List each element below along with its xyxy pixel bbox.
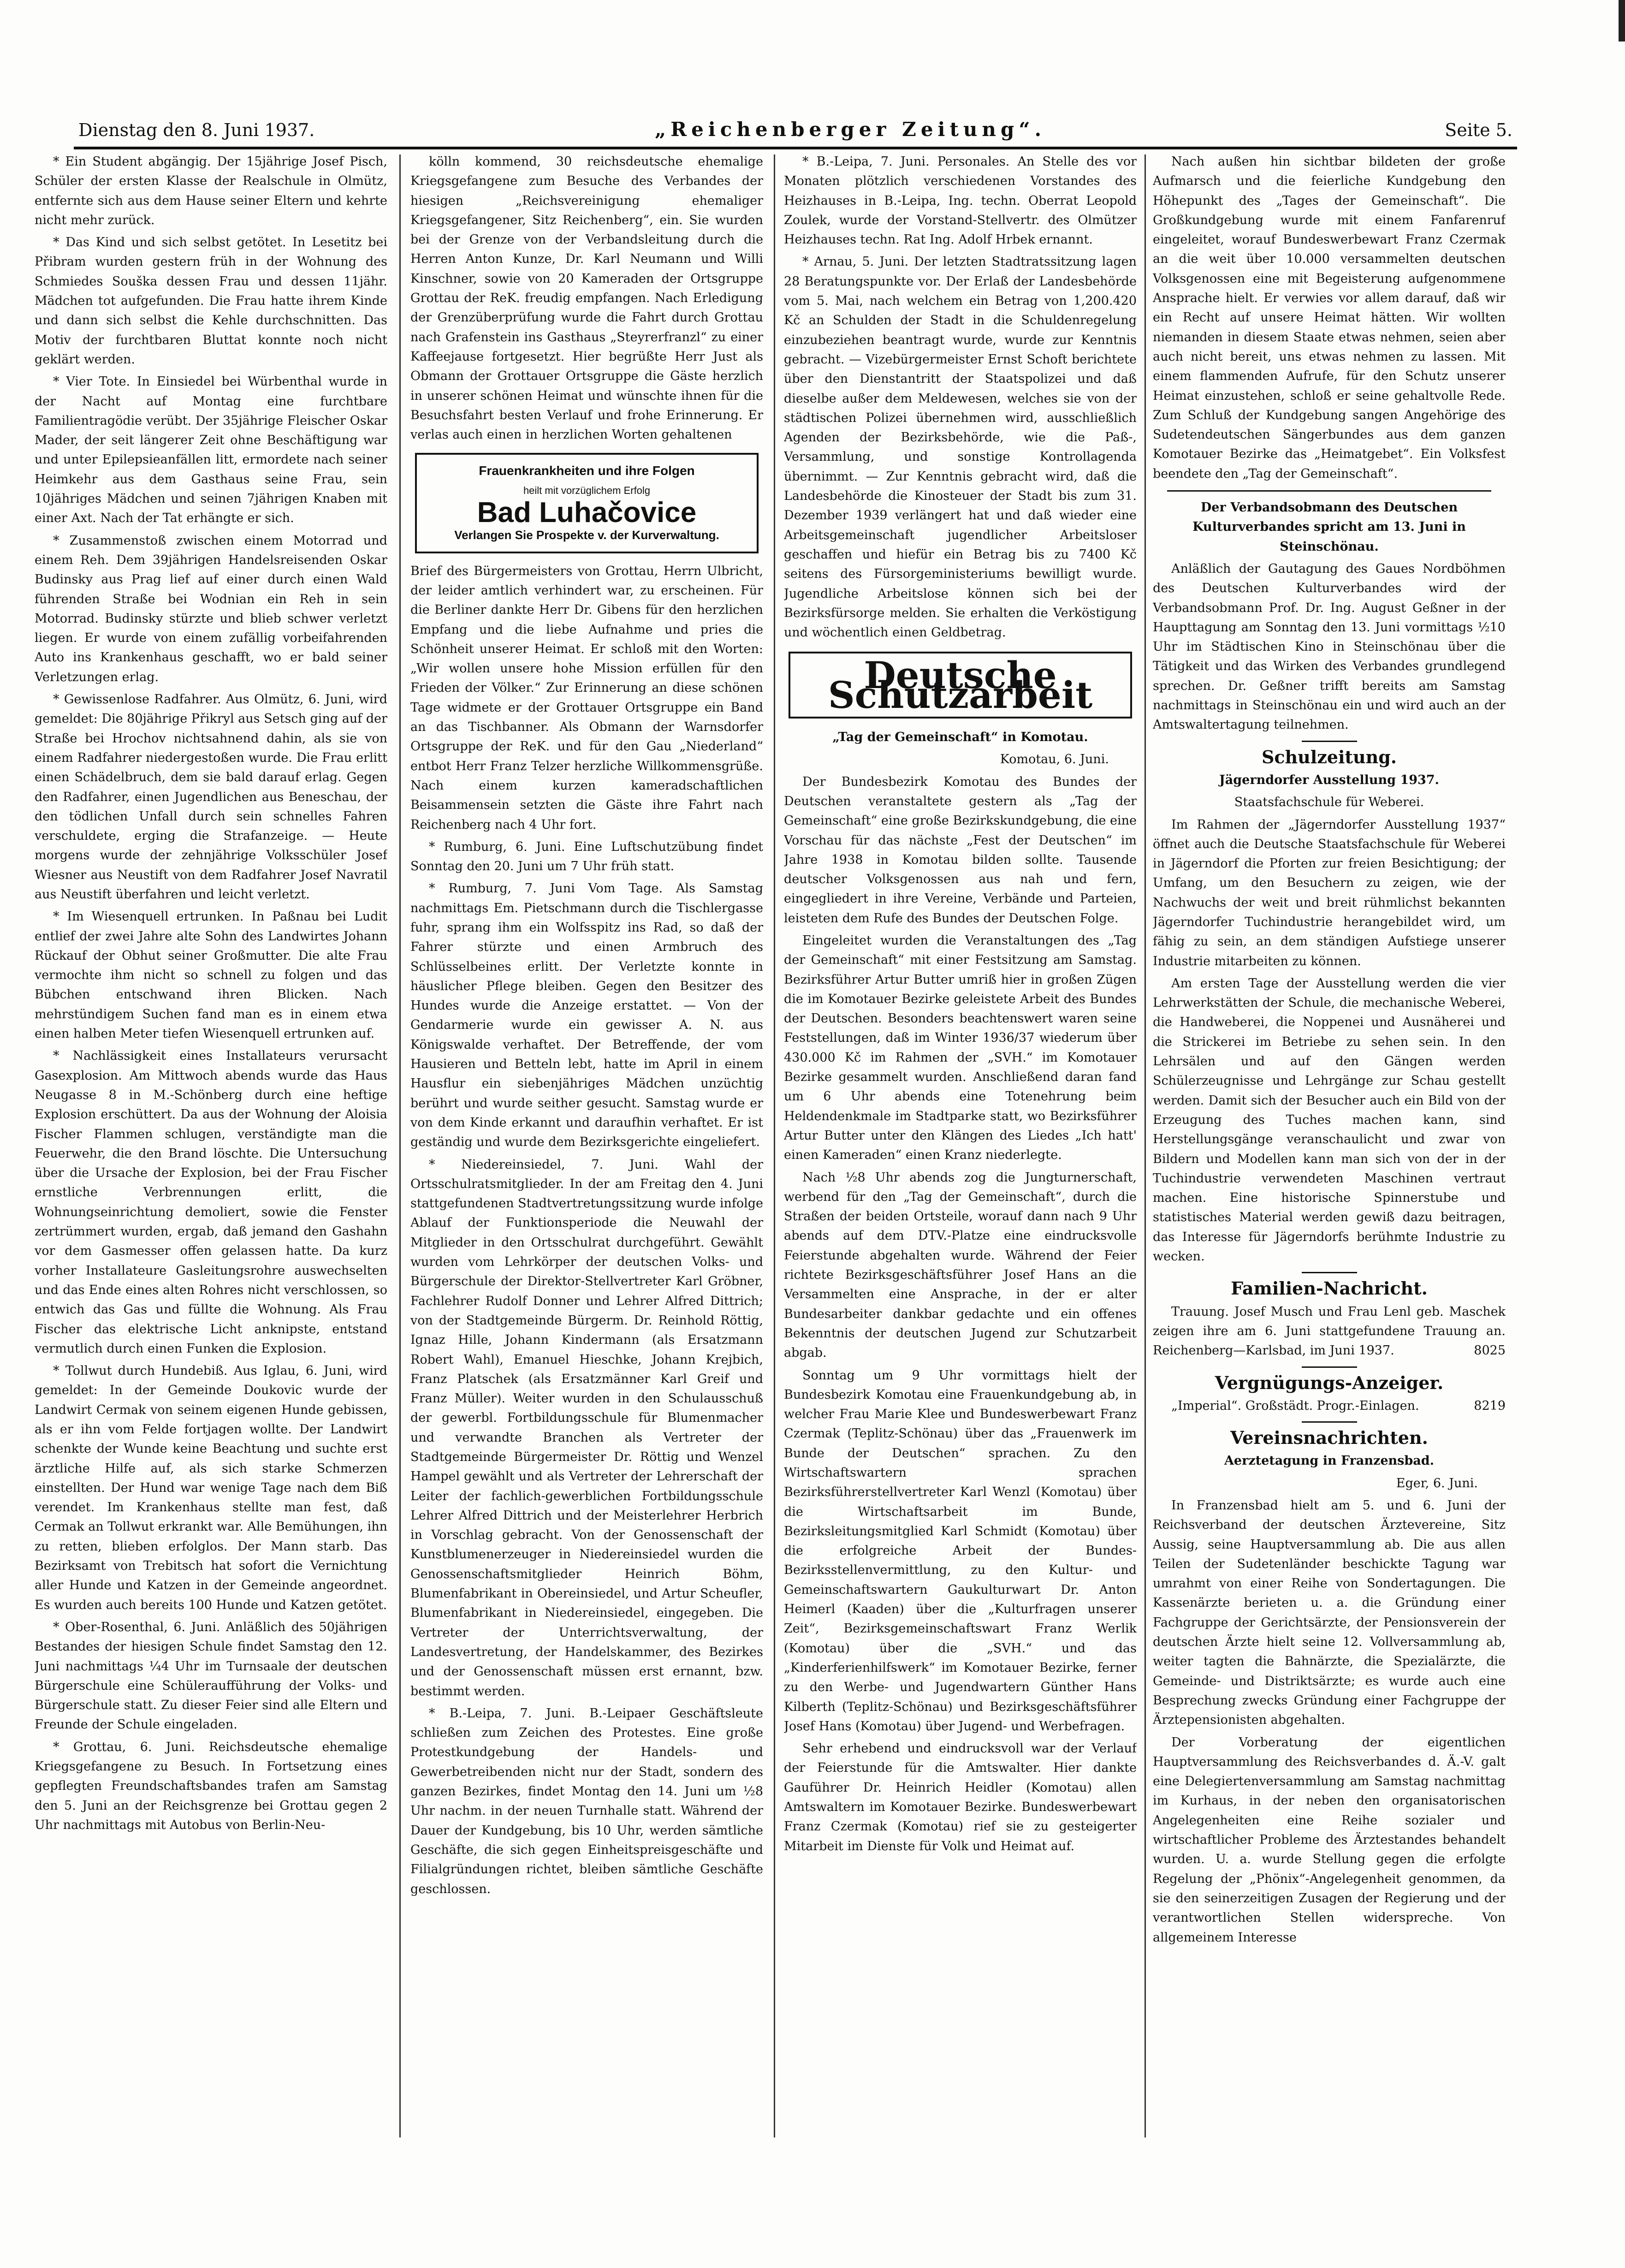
column-1: [35, 152, 387, 2135]
article-paragraph: Nach ½8 Uhr abends zog die Jungturnerschaft, werbend für den „Tag der Gemeinschaft“, durch die Straßen der beiden Ortsteile, worauf dann nach 9 Uhr abends auf dem DTV.-Platze eine eindrucksvolle Feierstunde abgehalten wurde. Während der Feier richtete Bezirksgeschäftsführer Josef Hans an die Versammelten eine Ansprache, in der er alter Bundesarbeiter dankbar gedachte und ein offenes Bekenntnis der deutschen Jugend zur Schutzarbeit abgab.: [784, 1170, 1137, 1360]
family-notice: [1153, 1302, 1506, 1361]
section-heading: Schulzeitung.: [1261, 746, 1397, 767]
article-paragraph: * Ober-Rosenthal, 6. Juni. Anläßlich des 50jährigen Bestandes der hiesigen Schule findet Samstag den 12. Juni nachmittags ¼4 Uhr im Turnsaale der deutschen Bürgerschule eine Schüleraufführung der Volks- und Bürgerschule statt. Zu dieser Feier sind alle Eltern und Freunde der Schule eingeladen.: [35, 1620, 387, 1732]
family-notice-text: Trauung. Josef Musch und Frau Lenl geb. Maschek zeigen ihre am 6. Juni stattgefundene Trauung an. Reichenberg—Karlsbad, im Juni 1937.: [1153, 1304, 1506, 1358]
article-headline: „Tag der Gemeinschaft“ in Komotau.: [832, 730, 1088, 745]
article-paragraph: * B.-Leipa, 7. Juni. B.-Leipaer Geschäftsleute schließen zum Zeichen des Protestes. Eine große Protestkundgebung der Handels- und Gewerbetreibenden nicht nur der Stadt, sondern des ganzen Bezirkes, findet Montag den 14. Juni um ½8 Uhr nachm. in der neuen Turnhalle statt. Während der Dauer der Kundgebung, bis 10 Uhr, werden sämtliche Geschäfte, die sich gegen Einheitspreisgeschäfte und Filialgründungen richtet, bleiben sämtliche Geschäfte geschlossen.: [410, 1706, 763, 1896]
article-paragraph: Im Rahmen der „Jägerndorfer Ausstellung 1937“ öffnet auch die Deutsche Staatsfachschule für Weberei in Jägerndorf die Pforten zur freien Besichtigung; der Umfang, um den Besuchern zu zeigen, wie der Nachwuchs der weit und breit rühmlichst bekannten Jägerndorfer Tuchindustrie herangebildet wird, um fähig zu sein, an dem ständigen Aufstiege unserer Industrie mitarbeiten zu können.: [1153, 817, 1506, 968]
column-2: [410, 152, 763, 2135]
article-paragraph: * Zusammenstoß zwischen einem Motorrad und einem Reh. Dem 39jährigen Handelsreisenden Oskar Budinsky aus Prag lief auf einer durch einen Wald führenden Straße bei Wodnian ein Reh in sein Motorrad. Budinsky stürzte und blieb schwer verletzt liegen. Er wurde von einem zufällig vorbeifahrenden Auto ins Krankenhaus geschafft, wo er bald seiner Verletzungen erlag.: [35, 533, 387, 684]
section-heading: Vereinsnachrichten.: [1230, 1427, 1428, 1449]
column-divider: [774, 154, 775, 2137]
column-4: [1153, 152, 1506, 2135]
article-paragraph: * Das Kind und sich selbst getötet. In Lesetitz bei Přibram wurden gestern früh in der Wohnung des Schmiedes Souška dessen Frau und dessen 11jähr. Mädchen tot aufgefunden. Die Frau hatte ihrem Kinde und dann sich selbst die Kehle durchschnitten. Das Motiv der furchtbaren Bluttat konnte noch nicht geklärt werden.: [35, 235, 387, 367]
article-paragraph: * Nachlässigkeit eines Installateurs verursacht Gasexplosion. Am Mittwoch abends wurde das Haus Neugasse 8 in M.-Schönberg durch eine heftige Explosion erschüttert. Da aus der Wohnung der Aloisia Fischer Flammen schlugen, verständigte man die Feuerwehr, die den Brand löschte. Die Untersuchung über die Ursache der Explosion, bei der Frau Fischer ernstliche Verbrennungen erlitt, die Wohnungseinrichtung demoliert, sowie die Fenster zertrümmert wurden, ergab, daß jemand den Gashahn vor dem Gasmesser offen gelassen hatte. Da kurz vorher Installateure Gasleitungsrohre auswechselten und das Ende eines alten Rohres nicht verschlossen, so entwich das Gas und füllte die Wohnung. Als Frau Fischer das elektrische Licht anknipste, entstand vermutlich durch einen Funken die Explosion.: [35, 1049, 387, 1356]
section-rule: [1302, 1366, 1357, 1368]
page-header: [78, 115, 1512, 148]
header-date: Dienstag den 8. Juni 1937.: [78, 120, 315, 140]
section-rule: [1167, 490, 1492, 492]
ad-line: Verlangen Sie Prospekte v. der Kurverwaltung.: [454, 528, 719, 542]
column-3: [784, 152, 1137, 2135]
article-paragraph: Anläßlich der Gautagung des Gaues Nordböhmen des Deutschen Kulturverbandes wird der Verbandsobmann Prof. Dr. Ing. August Geßner in der Haupttagung am Sonntag den 13. Juni vormittags ½10 Uhr im Städtischen Kino in Steinschönau über die Tätigkeit und das Wirken des Verbandes grundlegend sprechen. Dr. Geßner trifft bereits am Samstag nachmittags in Steinschönau ein und wird auch an der Amtswaltertagung teilnehmen.: [1153, 561, 1506, 732]
article-paragraph: Brief des Bürgermeisters von Grottau, Herrn Ulbricht, der leider amtlich verhindert war, zu erscheinen. Für die Berliner dankte Herr Dr. Gibens für den herzlichen Empfang und die liebe Aufnahme und pries die Schönheit unserer Heimat. Er schloß mit den Worten: „Wir wollen unsere hohe Mission erfüllen für den Frieden der Völker.“ Zur Erinnerung an diese schönen Tage widmete er der Grottauer Ortsgruppe ein Band an das Tischbanner. Als Obmann der Warnsdorfer Ortsgruppe der ReK. und für den Gau „Niederland“ entbot Herr Franz Telzer herzliche Willkommensgrüße. Nach einem kurzen kameradschaftlichen Beisammensein setzten die Gäste ihre Fahrt nach Reichenberg nach 4 Uhr fort.: [410, 564, 763, 832]
newspaper-title: „Reichenberger Zeitung“.: [655, 118, 1046, 141]
article-paragraph: kölln kommend, 30 reichsdeutsche ehemalige Kriegsgefangene zum Besuche des Verbandes der hiesigen „Reichsvereinigung ehemaliger Kriegsgefangener, Sitz Reichenberg“, ein. Sie wurden bei der Grenze von der Verbandsleitung durch die Herren Anton Kunze, Dr. Karl Neumann und Willi Kinschner, sowie von 20 Kameraden der Ortsgruppe Grottau der ReK. freudig empfangen. Nach Erledigung der Grenzüberprüfung wurde die Fahrt durch Grottau nach Grafenstein ins Gasthaus „Steyrerfranzl“ zu einer Kaffeejause fortgesetzt. Hier begrüßte Herr Just als Obmann der Grottauer Ortsgruppe die Gäste herzlich in unserer schönen Heimat und wünschte ihnen für die Besuchsfahrt besten Verlauf und frohe Erinnerung. Er verlas auch einen in herzlichen Worten gehaltenen: [410, 154, 763, 442]
article-paragraph: * Arnau, 5. Juni. Der letzten Stadtratssitzung lagen 28 Beratungspunkte vor. Der Erlaß der Landesbehörde vom 5. Mai, nach welchem ein Betrag von 1,200.420 Kč an Schulden der Stadt in die Schuldenregelung einzubeziehen beantragt wurde, wurde zur Kenntnis gebracht. — Vizebürgermeister Ernst Schoft berichtete über den Dienstantritt der Staatspolizei und daß dieselbe außer dem Meldewesen, welches sie von der städtischen Polizei übernehmen wird, ausschließlich Agenden der Bezirksbehörde, wie die Paß-, Versammlung, und sonstige Kontrollagenda übernimmt. — Zur Kenntnis gebracht wird, daß die Landesbehörde die Kinosteuer der Stadt bis zum 31. Dezember 1939 verlängert hat und daß wieder eine Arbeitsgemeinschaft jugendlicher Arbeitsloser geschaffen und hiefür ein Betrag bis zu 7400 Kč seitens des Fürsorgeministeriums bewilligt wurde. Jugendliche Arbeitslose können sich bei der Bezirksfürsorge melden. Sie erhalten die Verköstigung und wöchentlich einen Geldbetrag.: [784, 255, 1137, 640]
article-paragraph: Nach außen hin sichtbar bildeten der große Aufmarsch und die feierliche Kundgebung den Höhepunkt des „Tages der Gemeinschaft“. Die Großkundgebung wurde mit einem Fanfarenruf eingeleitet, worauf Bundeswerbewart Franz Czermak an die weit über 10.000 versammelten deutschen Volksgenossen eine mit Begeisterung aufgenommene Ansprache hielt. Er verwies vor allem darauf, daß wir ein Recht auf unsere Heimat hätten. Wir wollten niemanden in diesem Staate etwas nehmen, seien aber auch nicht bereit, uns etwas nehmen zu lassen. Mit einem flammenden Aufrufe, für den Schutz unserer Heimat einzustehen, schloß er seine gehaltvolle Rede. Zum Schluß der Kundgebung sangen Angehörige des Sudetendeutschen Sängerbundes aus dem ganzen Komotauer Bezirke das „Heimatgebet“. Ein Volksfest beendete den „Tag der Gemeinschaft“.: [1153, 154, 1506, 481]
section-heading: Vergnügungs-Anzeiger.: [1215, 1372, 1444, 1393]
article-paragraph: Am ersten Tage der Ausstellung werden die vier Lehrwerkstätten der Schule, die mechanische Weberei, die Handweberei, die Noppenei und Ausnäherei und die Strickerei im Betriebe zu sehen sein. In den Lehrsälen und auf den Gängen werden Schülerzeugnisse und Lehrgänge zur Schau gestellt werden. Damit sich der Besucher auch ein Bild von der Erzeugung des Tuches machen kann, sind Herstellungsgänge veranschaulicht und zwar von Bildern und Modellen kann man sich von der in der Tuchindustrie verwendeten Maschinen vertraut machen. Eine historische Spinnerstube und statistisches Material werden gewiß dazu beitragen, das Interesse für Jägerndorfs berühmte Industrie zu wecken.: [1153, 976, 1506, 1264]
article-paragraph: * Grottau, 6. Juni. Reichsdeutsche ehemalige Kriegsgefangene zu Besuch. In Fortsetzung eines gepflegten Freundschaftsbandes trafen am Samstag den 5. Juni an der Reichsgrenze bei Grottau gegen 2 Uhr nachmittags mit Autobus von Berlin-Neu-: [35, 1740, 387, 1832]
article-paragraph: * B.-Leipa, 7. Juni. Personales. An Stelle des vor Monaten plötzlich verschiedenen Vorstandes des Heizhauses in B.-Leipa, Ing. techn. Oberrat Leopold Zoulek, wurde der Vorstand-Stellvertr. des Olmützer Heizhauses techn. Rat Ing. Adolf Hrbek ernannt.: [784, 154, 1137, 247]
header-rule: [74, 147, 1517, 149]
entertainment-text: „Imperial“. Großstädt. Progr.-Einlagen.: [1171, 1398, 1419, 1413]
dateline: Eger, 6. Juni.: [1396, 1476, 1478, 1490]
section-banner: Deutsche Schutzarbeit: [789, 652, 1132, 718]
section-rule: [1302, 741, 1357, 742]
column-divider: [1145, 154, 1146, 2137]
article-paragraph: * Niedereinsiedel, 7. Juni. Wahl der Ortsschulratsmitglieder. In der am Freitag den 4. Juni stattgefundenen Stadtvertretungssitzung wurde infolge Ablauf der Funktionsperiode die Neuwahl der Mitglieder in den Ortsschulrat durchgeführt. Gewählt wurden vom Lehrkörper der deutschen Volks- und Bürgerschule der Direktor-Stellvertreter Karl Gröbner, Fachlehrer Rudolf Donner und Lehrer Alfred Dittrich; von der Stadtgemeinde Bürgerm. Dr. Reinhold Röttig, Ignaz Hille, Johann Kindermann (als Ersatzmann Robert Wahl), Emanuel Hieschke, Johann Krejbich, Franz Platschek (als Ersatzmänner Karl Greif und Franz Müller). Weiter wurden in den Schulausschuß der gewerbl. Fortbildungsschule für Blumenmacher und verwandte Branchen als Vertreter der Stadtgemeinde Bürgermeister Dr. Röttig und Wenzel Hampel gewählt und als Vertreter der Lehrerschaft der Leiter der fachlich-gewerblichen Fortbildungsschule Lehrer Alfred Dittrich und der Meisterlehrer Herbrich in Vorschlag gebracht. Von der Genossenschaft der Kunstblumenerzeuger in Niedereinsiedel wurden die Genossenschaftsmitglieder Heinrich Böhm, Blumenfabrikant in Obereinsiedel, und Artur Scheufler, Blumenfabrikant in Niedereinsiedel, eingegeben. Die Vertreter der Unterrichtsverwaltung, der Landesvertretung, der Handelskammer, des Bezirkes und der Genossenschaft müssen erst ernannt, bzw. bestimmt werden.: [410, 1157, 763, 1698]
dateline: Komotau, 6. Juni.: [1000, 752, 1109, 767]
ad-brand: Bad Luhačovice: [477, 497, 697, 529]
article-paragraph: Der Bundesbezirk Komotau des Bundes der Deutschen veranstaltete gestern als „Tag der Gemeinschaft“ eine große Bezirkskundgebung, die eine Vorschau für das nächste „Fest der Deutschen“ im Jahre 1938 in Komotau bilden sollte. Tausende deutscher Volksgenossen aus nah und fern, eingegliedert in ihre Vereine, Verbände und Parteien, leisteten dem Rufe des Bundes der Deutschen Folge.: [784, 774, 1137, 926]
article-paragraph: Eingeleitet wurden die Veranstaltungen des „Tag der Gemeinschaft“ mit einer Festsitzung am Samstag. Bezirksführer Artur Butter umriß hier in großen Zügen die im Komotauer Bezirke geleistete Arbeit des Bundes der Deutschen. Besonders beachtenswert waren seine Feststellungen, daß im Winter 1936/37 wiederum über 430.000 Kč im Rahmen der „SVH.“ im Komotauer Bezirke gesammelt wurden. Anschließend daran fand um 6 Uhr abends eine Totenehrung beim Heldendenkmale im Stadtparke statt, wo Bezirksführer Artur Butter unter den Klängen des Liedes „Ich hatt' einen Kameraden“ einen Kranz niederlegte.: [784, 933, 1137, 1163]
page-edge-mark: [1619, 0, 1625, 42]
entertainment-notice: [1153, 1396, 1506, 1416]
article-paragraph: Sehr erhebend und eindrucksvoll war der Verlauf der Feierstunde für die Amtswalter. Hier dankte Gauführer Dr. Heinrich Heidler (Komotau) allen Amtswaltern im Komotauer Bezirke. Bundeswerbewart Franz Czermak (Komotau) rief sie zu gesteigerter Mitarbeit im Dienste für Volk und Heimat auf.: [784, 1741, 1137, 1853]
notice-number: 8025: [1474, 1343, 1506, 1358]
ad-line: heilt mit vorzüglichem Erfolg: [523, 484, 651, 496]
article-subheadline: Staatsfachschule für Weberei.: [1234, 795, 1424, 810]
article-headline: Der Verbandsobmann des Deutschen Kulturverbandes spricht am 13. Juni in Steinschönau.: [1192, 500, 1466, 554]
section-heading: Familien-Nachricht.: [1231, 1278, 1428, 1299]
column-divider: [399, 154, 401, 2137]
article-paragraph: * Rumburg, 7. Juni Vom Tage. Als Samstag nachmittags Em. Pietschmann durch die Tischlergasse fuhr, sprang ihm ein Wolfsspitz ins Rad, so daß der Fahrer stürzte und einen Armbruch des Schlüsselbeines erlitt. Der Verletzte konnte in häuslicher Pflege bleiben. Gegen den Besitzer des Hundes wurde die Anzeige erstattet. — Von der Gendarmerie wurde ein gewisser A. N. aus Königswalde verhaftet. Der Betreffende, der vom Hausieren und Betteln lebt, hatte im April in einem Hausflur ein siebenjähriges Mädchen unzüchtig berührt und wurde seither gesucht. Samstag wurde er von dem Kinde erkannt und daraufhin verhaftet. Er ist geständig und wurde dem Bezirksgerichte eingeliefert.: [410, 881, 763, 1150]
section-rule: [1302, 1421, 1357, 1423]
article-headline: Jägerndorfer Ausstellung 1937.: [1219, 772, 1439, 787]
notice-number: 8219: [1474, 1398, 1506, 1413]
article-paragraph: * Rumburg, 6. Juni. Eine Luftschutzübung findet Sonntag den 20. Juni um 7 Uhr früh statt.: [410, 839, 763, 874]
advertisement-luhacovice: [415, 453, 759, 553]
article-paragraph: * Tollwut durch Hundebiß. Aus Iglau, 6. Juni, wird gemeldet: In der Gemeinde Doukovic wurde der Landwirt Cermak von seinem eigenen Hunde gebissen, als er ihn vom Felde fortjagen wollte. Der Landwirt schenkte der Wunde keine Beachtung und suchte erst ärztliche Hilfe auf, als sich starke Schmerzen einstellten. Der Hund war wenige Tage nach dem Biß verendet. Im Krankenhaus stellte man fest, daß Cermak an Tollwut erkrankt war. Alle Bemühungen, ihn zu retten, blieben erfolglos. Der Mann starb. Das Bezirksamt von Trebitsch hat sofort die Vernichtung aller Hunde und Katzen in der Gemeinde angeordnet. Es wurden auch bereits 100 Hunde und Katzen getötet.: [35, 1364, 387, 1612]
article-paragraph: Sonntag um 9 Uhr vormittags hielt der Bundesbezirk Komotau eine Frauenkundgebung ab, in welcher Frau Marie Klee und Bundeswerbewart Franz Czermak (Teplitz-Schönau) über das „Frauenwerk im Bunde der Deutschen“ sprachen. Zu den Wirtschaftswartern sprachen Bezirksführerstellvertreter Karl Wenzl (Komotau) über die Wirtschaftsarbeit im Bunde, Bezirksleitungsmitglied Karl Schmidt (Komotau) über die erfolgreiche Arbeit der Bundes-Bezirksstellenvermittlung, zu den Kultur- und Gemeinschaftswartern Gaukulturwart Dr. Anton Heimerl (Kaaden) über die „Kulturfragen unserer Zeit“, Bezirksgemeinschaftswart Franz Werlik (Komotau) über die „SVH.“ und das „Kinderferienhilfswerk“ im Komotauer Bezirke, ferner zu den Werbe- und Jugendwartern Günther Hans Kilberth (Teplitz-Schönau) und Bezirksgeschäftsführer Josef Hans (Komotau) über Jugend- und Werbefragen.: [784, 1368, 1137, 1734]
article-paragraph: * Ein Student abgängig. Der 15jährige Josef Pisch, Schüler der ersten Klasse der Realschule in Olmütz, entfernte sich aus dem Hause seiner Eltern und kehrte nicht mehr zurück.: [35, 154, 387, 227]
section-rule: [1302, 1272, 1357, 1273]
article-paragraph: Der Vorberatung der eigentlichen Hauptversammlung des Reichsverbandes d. Ä.-V. galt eine Delegiertenversammlung am Samstag nachmittag im Kurhaus, in der neben den organisatorischen Angelegenheiten eine Reihe sozialer und wirtschaftlicher Probleme des Ärztestandes behandelt wurden. U. a. wurde Stellung gegen die erfolgte Regelung der „Phönix“-Angelegenheit genommen, da sie den seinerzeitigen Zusagen der Regierung und der verantwortlichen Stellen widerspreche. Von allgemeinem Interesse: [1153, 1735, 1506, 1945]
article-paragraph: * Vier Tote. In Einsiedel bei Würbenthal wurde in der Nacht auf Montag eine furchtbare Familientragödie verübt. Der 35jährige Fleischer Oskar Mader, der seit längerer Zeit ohne Beschäftigung war und unter Epilepsieanfällen litt, ermordete nach seiner Heimkehr aus dem Gasthaus seine Frau, sein 10jähriges Mädchen und seinen 7jährigen Knaben mit einer Axt. Nach der Tat erhängte er sich.: [35, 374, 387, 526]
article-paragraph: * Im Wiesenquell ertrunken. In Paßnau bei Ludit entlief der zwei Jahre alte Sohn des Landwirtes Johann Rückauf der Obhut seiner Großmutter. Die alte Frau vermochte ihm nicht so schnell zu folgen und das Bübchen entschwand ihren Blicken. Nach mehrstündigem Suchen fand man es in einem etwa einen halben Meter tiefen Wiesenquell ertrunken auf.: [35, 909, 387, 1041]
article-paragraph: In Franzensbad hielt am 5. und 6. Juni der Reichsverband der deutschen Ärztevereine, Sitz Aussig, seine Hauptversammlung ab. Die aus allen Teilen der Sudetenländer beschickte Tagung war umrahmt von einer Reihe von Sondertagungen. Die Kassenärzte berieten u. a. die Gründung einer Fachgruppe der Gerichtsärzte, der Pensionsverein der deutschen Ärzte hielt seine 12. Vollversammlung ab, weiter tagten die Bahnärzte, die Spezialärzte, die Gemeinde- und Distriktsärzte; es wurde auch eine Besprechung zwecks Gründung einer Fachgruppe der Ärztepensionisten abgehalten.: [1153, 1498, 1506, 1728]
page-number: Seite 5.: [1445, 120, 1512, 140]
article-paragraph: * Gewissenlose Radfahrer. Aus Olmütz, 6. Juni, wird gemeldet: Die 80jährige Přikryl aus Setsch ging auf der Straße bei Hrochov nichtsahnend dahin, als sie von einem Radfahrer niedergestoßen wurde. Die Frau erlitt einen Schädelbruch, dem sie bald darauf erlag. Gegen den Radfahrer, einen Jugendlichen aus Beneschau, der den tödlichen Unfall durch sein schnelles Fahren verschuldete, erging die Strafanzeige. — Heute morgens wurde der zehnjährige Volksschüler Josef Wiesner aus Neustift von dem Radfahrer Josef Navratil aus Neustift überfahren und leicht verletzt.: [35, 692, 387, 902]
ad-line: Frauenkrankheiten und ihre Folgen: [479, 463, 695, 478]
article-headline: Aerztetagung in Franzensbad.: [1224, 1454, 1435, 1468]
